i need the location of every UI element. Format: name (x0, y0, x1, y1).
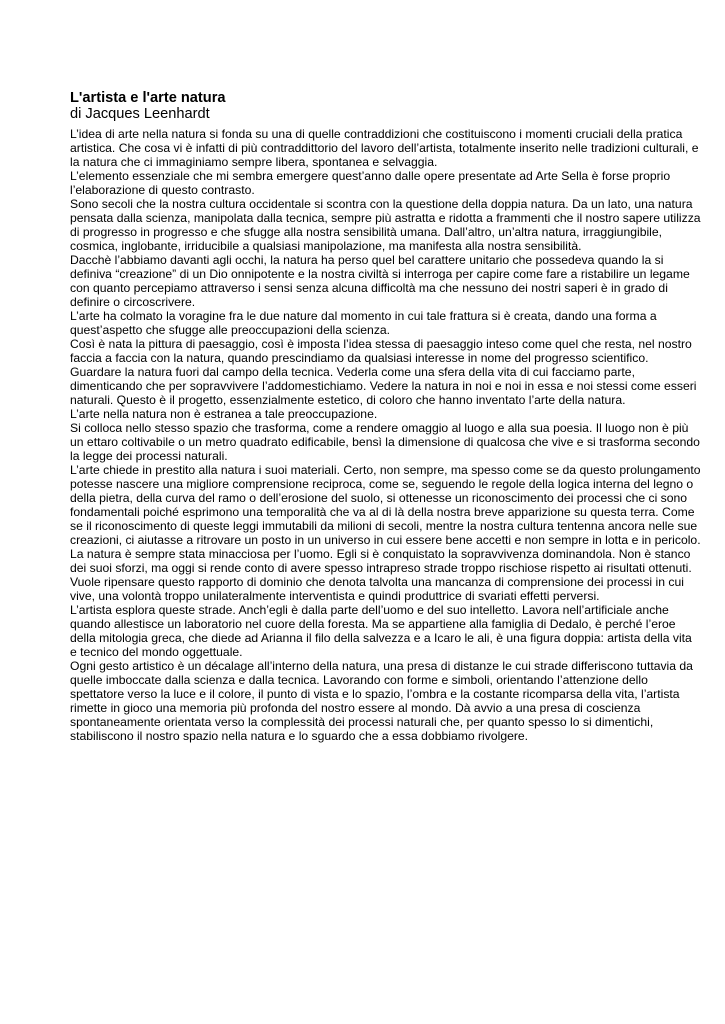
text-line: l’elaborazione di questo contrasto. (70, 182, 255, 197)
text-line: quest’aspetto che sfugge alle preoccupazioni della scienza. (70, 322, 391, 337)
document-content (70, 90, 710, 743)
document-body (70, 127, 710, 743)
text-line: la legge dei processi naturali. (70, 448, 228, 463)
text-line: spettatore verso la luce e il colore, il punto di vista e lo spazio, l’ombra e la costante ricomparsa della vita, l’artista (70, 686, 680, 701)
document-title: L'artista e l'arte natura (70, 89, 226, 106)
text-line: potesse nascere una migliore comprensione reciproca, come se, seguendo le regole della logica interna del legno o (70, 476, 694, 491)
text-line: Guardare la natura fuori dal campo della tecnica. Vederla come una sfera della vita di cui facciamo parte, (70, 364, 635, 379)
paragraph (70, 337, 710, 365)
text-line: spontaneamente orientata verso la complessità dei processi naturali che, per quanto spesso lo si dimentichi, (70, 714, 654, 729)
text-line: con quanto percepiamo attraverso i sensi senza alcuna difficoltà ma che nessuno dei nostri saperi è in grado di (70, 280, 668, 295)
paragraph (70, 127, 710, 169)
text-line: stabiliscono il nostro spazio nella natura e lo sguardo che a essa dobbiamo rivolgere. (70, 728, 529, 743)
text-line: della pietra, della curva del ramo o dell’erosione del suolo, si ottenesse un riconoscimento dei processi che ci sono (70, 490, 688, 505)
text-line: L’arte chiede in prestito alla natura i suoi materiali. Certo, non sempre, ma spesso come se da questo prolungamento (70, 462, 701, 477)
text-line: L’arte nella natura non è estranea a tale preoccupazione. (70, 406, 378, 421)
text-line: dei suoi sforzi, ma oggi si rende conto di avere spesso intrapreso strade troppo rischiose rispetto ai risultati ottenuti. (70, 560, 692, 575)
text-line: rimette in gioco una memoria più profonda del nostro essere al mondo. Dà avvio a una presa di coscienza (70, 700, 641, 715)
paragraph (70, 463, 710, 547)
text-line: pensata dalla scienza, manipolata dalla tecnica, sempre più astratta e ridotta a frammenti che il nostro sapere utilizza (70, 210, 701, 225)
text-line: L’artista esplora queste strade. Anch’egli è dalla parte dell’uomo e del suo intelletto. Lavora nell’artificiale anche (70, 602, 669, 617)
text-line: Sono secoli che la nostra cultura occidentale si scontra con la questione della doppia natura. Da un lato, una natura (70, 196, 693, 211)
text-line: quelle imboccate dalla scienza e dalla tecnica. Lavorando con forme e simboli, orientando l’attenzione dello (70, 672, 648, 687)
paragraph (70, 421, 710, 463)
text-line: e tecnico del mondo oggettuale. (70, 644, 243, 659)
paragraph (70, 197, 710, 253)
text-line: se il riconoscimento di queste leggi immutabili da milioni di secoli, mentre la nostra cultura tentenna ancora nelle sue (70, 518, 698, 533)
text-line: L’arte ha colmato la voragine fra le due nature dal momento in cui tale frattura si è creata, dando una forma a (70, 308, 657, 323)
text-line: dimenticando che per sopravvivere l’addomestichiamo. Vedere la natura in noi e noi in essa e noi stessi come esseri (70, 378, 697, 393)
text-line: definiva “creazione” di un Dio onnipotente e la nostra civiltà si interroga per capire come fare a ristabilire un legame (70, 266, 690, 281)
paragraph (70, 169, 710, 197)
text-line: un ettaro coltivabile o un metro quadrato edificabile, bensì la dimensione di qualcosa che vive e si trasforma secondo (70, 434, 700, 449)
text-line: la natura che ci immaginiamo sempre libera, spontanea e selvaggia. (70, 154, 438, 169)
paragraph (70, 407, 710, 421)
text-line: Ogni gesto artistico è un décalage all’interno della natura, una presa di distanze le cui strade differiscono tuttavia da (70, 658, 693, 673)
text-line: della mitologia greca, che diede ad Arianna il filo della salvezza e a Icaro le ali, è una figura doppia: artista della vita (70, 630, 692, 645)
document-author: di Jacques Leenhardt (70, 106, 210, 123)
text-line: Si colloca nello stesso spazio che trasforma, come a rendere omaggio al luogo e alla sua poesia. Il luogo non è più (70, 420, 689, 435)
text-line: Dacchè l’abbiamo davanti agli occhi, la natura ha perso quel bel carattere unitario che possedeva quando la si (70, 252, 664, 267)
text-line: La natura è sempre stata minacciosa per l’uomo. Egli si è conquistato la sopravvivenza dominandola. Non è stanco (70, 546, 691, 561)
text-line: fondamentali poiché esprimono una temporalità che va al di là della nostra breve apparizione su questa terra. Come (70, 504, 695, 519)
text-line: creazioni, ci aiutasse a ritrovare un posto in un universo in cui essere bene accetti e non sempre in lotta e in pericolo. (70, 532, 701, 547)
text-line: cosmica, inglobante, irriducibile a qualsiasi manipolazione, ma manifesta alla nostra sensibilità. (70, 238, 582, 253)
paragraph (70, 603, 710, 659)
text-line: Vuole ripensare questo rapporto di dominio che denota talvolta una mancanza di comprensione dei processi in cui (70, 574, 684, 589)
text-line: L’elemento essenziale che mi sembra emergere quest’anno dalle opere presentate ad Arte Sella è forse proprio (70, 168, 671, 183)
text-line: vive, una volontà troppo unilateralmente interventista e quindi produttrice di svariati effetti perversi. (70, 588, 600, 603)
text-line: di progresso in progresso e che sfugge alla nostra sensibilità umana. Dall’altro, un’altra natura, irraggiungibile, (70, 224, 663, 239)
paragraph (70, 547, 710, 603)
text-line: faccia a faccia con la natura, quando prescindiamo da qualsiasi interesse in nome del progresso scientifico. (70, 350, 649, 365)
text-line: definire o circoscrivere. (70, 294, 196, 309)
paragraph (70, 309, 710, 337)
paragraph (70, 365, 710, 407)
text-line: L’idea di arte nella natura si fonda su una di quelle contraddizioni che costituiscono i momenti cruciali della pratica (70, 126, 683, 141)
text-line: artistica. Che cosa vi è infatti di più contraddittorio del lavoro dell’artista, totalmente inserito nelle tradizioni culturali, e (70, 140, 699, 155)
paragraph (70, 253, 710, 309)
text-line: Così è nata la pittura di paesaggio, così è imposta l’idea stessa di paesaggio inteso come quel che resta, nel nostro (70, 336, 692, 351)
paragraph (70, 659, 710, 743)
text-line: quando allestisce un laboratorio nel cuore della foresta. Ma se appartiene alla famiglia di Dedalo, è perché l’eroe (70, 616, 676, 631)
text-line: naturali. Questo è il progetto, essenzialmente estetico, di coloro che hanno inventato l’arte della natura. (70, 392, 626, 407)
